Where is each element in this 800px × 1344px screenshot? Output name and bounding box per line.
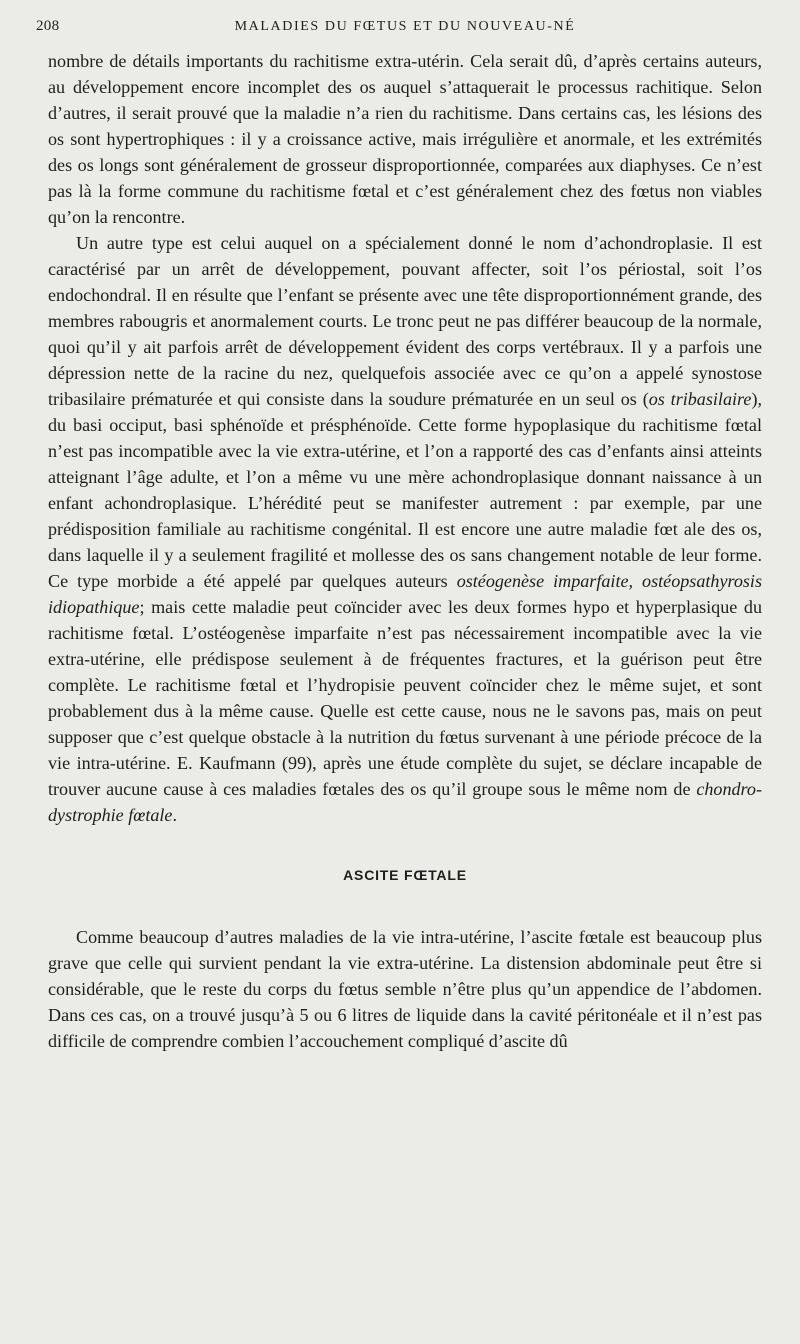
paragraph-1 <box>48 48 762 230</box>
section-paragraph-1 <box>48 924 762 1054</box>
body-text <box>48 48 762 1054</box>
text-segment: Comme beaucoup d’autres maladies de la vie intra-utérine, l’ascite fœtale est beaucoup plus grave que celle qui survient pendant la vie extra-utérine. La distension abdominale peut être si considérable, que le reste du corps du fœtus semble n’être plus qu’un appendice de l’abdomen. Dans ces cas, on a trouvé jusqu’à 5 ou 6 litres de liquide dans la cavité péritonéale et il n’est pas difficile de comprendre combien l’accouchement compliqué d’ascite dû <box>48 927 762 1051</box>
text-segment: ), du basi occiput, basi sphénoïde et présphénoïde. Cette forme hypoplasique du rachitisme fœtal n’est pas incompatible avec la vie extra-utérine, et l’on a rapporté des cas d’enfants ainsi atteints atteignant l’âge adulte, et l’on a même vu une mère achondroplasique donnant naissance à un enfant achondroplasique. L’hérédité peut se manifester autrement : par exemple, par une prédisposition familiale au rachitisme congénital. Il est encore une autre maladie fœt ale des os, dans laquelle il y a seulement fragilité et mollesse des os sans changement notable de leur forme. Ce type morbide a été appelé par quelques auteurs <box>48 389 762 591</box>
text-segment: ; mais cette maladie peut coïncider avec les deux formes hypo et hyperplasique du rachitisme fœtal. L’ostéogenèse imparfaite n’est pas nécessairement incompatible avec la vie extra-utérine, elle prédispose seulement à de fréquentes fractures, et la guérison peut être complète. Le rachitisme fœtal et l’hydropisie peuvent coïncider chez le même sujet, et sont probablement dus à la même cause. Quelle est cette cause, nous ne le savons pas, mais on peut supposer que c’est quelque obstacle à la nutrition du fœtus survenant à une période précoce de la vie intra-utérine. E. Kaufmann (99), après une étude complète du sujet, se déclare incapable de trouver aucune cause à ces maladies fœtales des os qu’il groupe sous le même nom de <box>48 597 762 799</box>
italic-term: os tribasilaire <box>648 389 752 409</box>
italic-term: ostéogenèse imparfaite, ostéopsathyrosis idiopathique <box>48 571 763 617</box>
running-title: MALADIES DU FŒTUS ET DU NOUVEAU-NÉ <box>234 19 576 34</box>
italic-term: chondro-dystrophie fœtale <box>48 779 762 825</box>
page-header <box>36 14 762 44</box>
text-segment: nombre de détails importants du rachitisme extra-utérin. Cela serait dû, d’après certains auteurs, au développement encore incomplet des os auquel s’attaquerait le processus rachitique. Selon d’autres, il serait prouvé que la maladie n’a rien du rachitisme. Dans certains cas, les lésions des os sont hypertrophiques : il y a croissance active, mais irrégulière et anormale, et les extrémités des os longs sont généralement de grosseur disproportionnée, comparées aux diaphyses. Ce n’est pas là la forme commune du rachitisme fœtal et c’est généralement chez des fœtus non viables qu’on la rencontre. <box>48 51 762 227</box>
page-number: 208 <box>36 18 60 34</box>
text-segment: Un autre type est celui auquel on a spécialement donné le nom d’achondroplasie. Il est caractérisé par un arrêt de développement, pouvant affecter, soit l’os périostal, soit l’os endochondral. Il en résulte que l’enfant se présente avec une tête disproportionnément grande, des membres rabougris et anormalement courts. Le tronc peut ne pas différer beaucoup de la normale, quoi qu’il y ait parfois arrêt de développement évident des corps vertébraux. Il y a parfois une dépression nette de la racine du nez, quelquefois associée avec ce qu’on a appelé synostose tribasilaire prématurée et qui consiste dans la soudure prématurée en un seul os ( <box>48 233 762 409</box>
text-segment: . <box>172 805 177 825</box>
section-heading: ASCITE FŒTALE <box>343 867 467 883</box>
paragraph-2 <box>48 230 762 828</box>
